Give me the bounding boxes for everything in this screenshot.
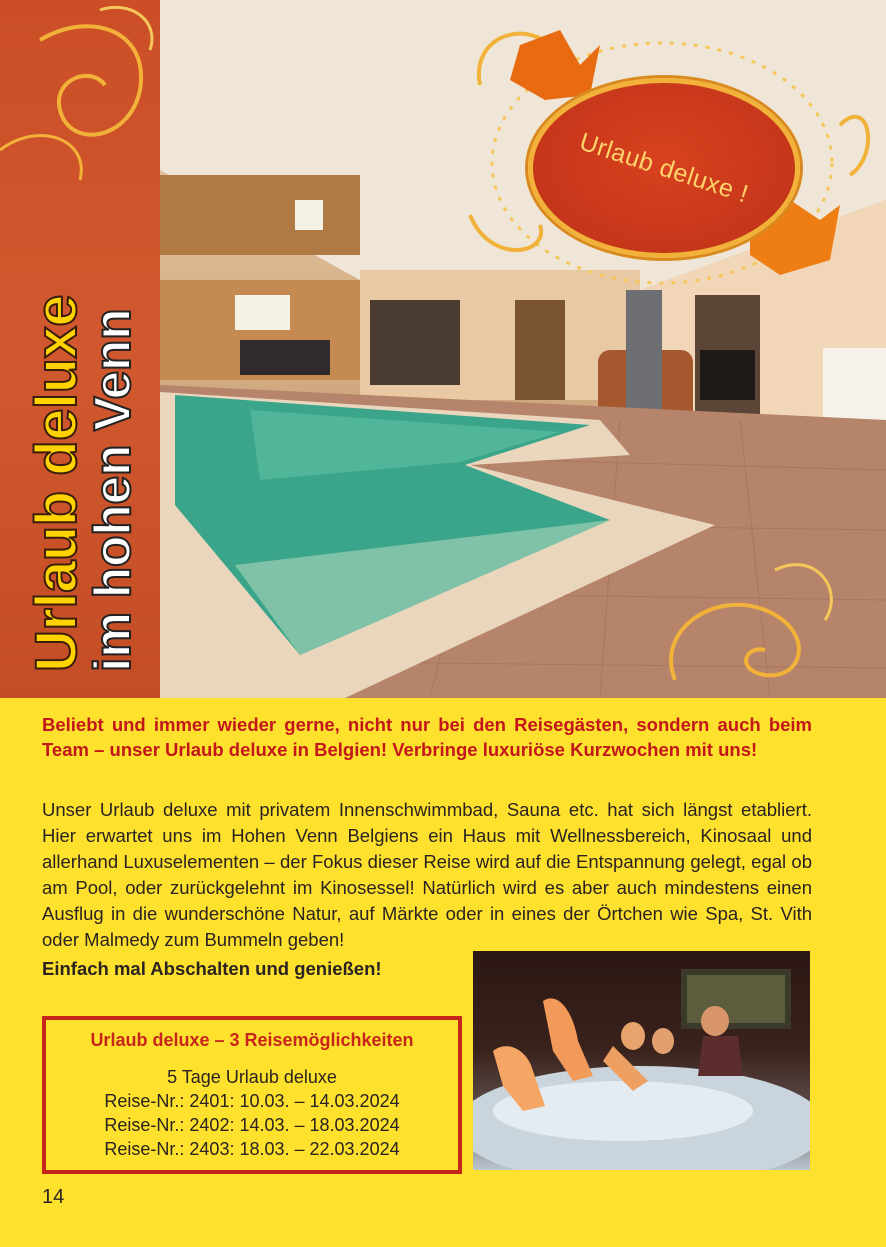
badge-text: Urlaub deluxe ! <box>576 127 753 208</box>
description-paragraph: Unser Urlaub deluxe mit privatem Innenschwimmbad, Sauna etc. hat sich längst etabliert. Hier erwartet uns im Hohen Venn Belgiens ein Haus mit Wellnessbereich, Kinosaal und allerhand Luxuselementen – der Fokus dieser Reise wird auf die Entspannung gelegt, egal ob am Pool, oder zurückgelehnt im Kinosessel! Natürlich wird es aber auch mindestens einen Ausflug in die wunderschöne Natur, auf Märkte oder in eines der Örtchen wie Spa, St. Vith oder Malmedy zum Bummeln geben! <box>42 799 812 950</box>
vertical-title-line2: im hohen Venn <box>84 308 142 672</box>
trip-line: Reise-Nr.: 2402: 14.03. – 18.03.2024 <box>104 1115 400 1135</box>
vertical-title-line1: Urlaub deluxe <box>24 294 89 672</box>
hot-tub-photo <box>473 951 810 1170</box>
trip-line: Reise-Nr.: 2403: 18.03. – 22.03.2024 <box>104 1139 400 1159</box>
info-box-subtitle: 5 Tage Urlaub deluxe <box>167 1067 337 1087</box>
floor-swirl-ornament <box>655 550 855 700</box>
page-number: 14 <box>42 1186 65 1208</box>
vertical-title <box>24 294 142 672</box>
info-box-title: Urlaub deluxe – 3 Reisemöglichkeiten <box>90 1030 414 1050</box>
urlaub-deluxe-badge <box>528 78 800 258</box>
gold-swirl-ornament <box>0 0 170 200</box>
trip-line: Reise-Nr.: 2401: 10.03. – 14.03.2024 <box>104 1091 400 1111</box>
emphasis-line: Einfach mal Abschalten und genießen! <box>42 958 382 979</box>
trip-info-box <box>42 1016 462 1174</box>
lead-paragraph: Beliebt und immer wieder gerne, nicht nur bei den Reisegästen, sondern auch beim Team – unser Urlaub deluxe in Belgien! Verbringe luxuriöse Kurzwochen mit uns! <box>42 714 812 760</box>
hot-tub-illustration <box>473 951 810 1170</box>
leaf-icon <box>510 30 600 100</box>
